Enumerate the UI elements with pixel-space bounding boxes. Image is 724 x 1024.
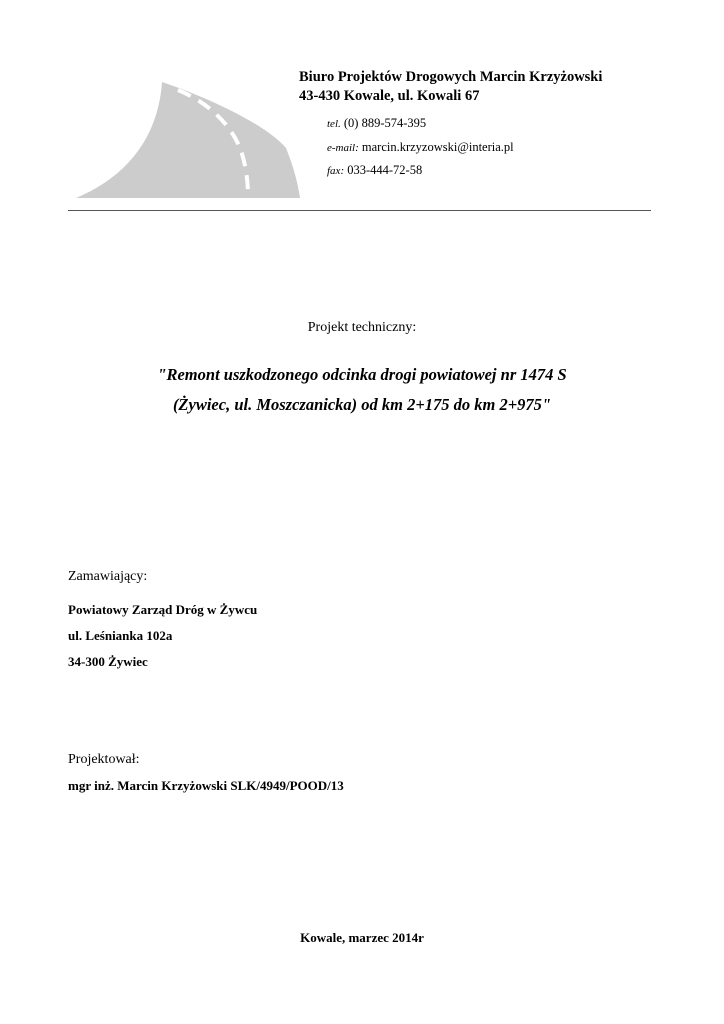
designer-name: mgr inż. Marcin Krzyżowski SLK/4949/POOD/13 [68, 778, 344, 793]
place-date: Kowale, marzec 2014r [300, 930, 424, 945]
contact-fax [327, 162, 422, 179]
project-type-label: Projekt techniczny: [307, 320, 417, 335]
company-name: Biuro Projektów Drogowych Marcin Krzyżowski [299, 69, 603, 85]
client-street: ul. Leśnianka 102a [68, 628, 173, 643]
company-header [299, 68, 699, 106]
fax-value: 033-444-72-58 [347, 163, 423, 177]
email-label: e-mail: [327, 142, 359, 154]
client-name: Powiatowy Zarząd Dróg w Żywcu [68, 602, 258, 617]
client-label: Zamawiający: [68, 569, 148, 584]
fax-label: fax: [327, 165, 345, 177]
email-value: marcin.krzyzowski@interia.pl [361, 140, 514, 154]
company-address: 43-430 Kowale, ul. Kowali 67 [299, 88, 480, 104]
phone-label: tel. [327, 118, 341, 130]
header-divider [68, 210, 651, 211]
designer-label: Projektował: [68, 752, 140, 767]
contact-email [327, 139, 514, 156]
project-title-line-1: "Remont uszkodzonego odcinka drogi powiatowej nr 1474 S [157, 365, 567, 384]
project-title-line-2: (Żywiec, ul. Moszczanicka) od km 2+175 do km 2+975" [172, 395, 552, 414]
road-curve-logo-icon [76, 82, 300, 198]
contact-phone [327, 115, 426, 132]
phone-value: (0) 889-574-395 [343, 116, 427, 130]
client-city: 34-300 Żywiec [68, 654, 148, 669]
